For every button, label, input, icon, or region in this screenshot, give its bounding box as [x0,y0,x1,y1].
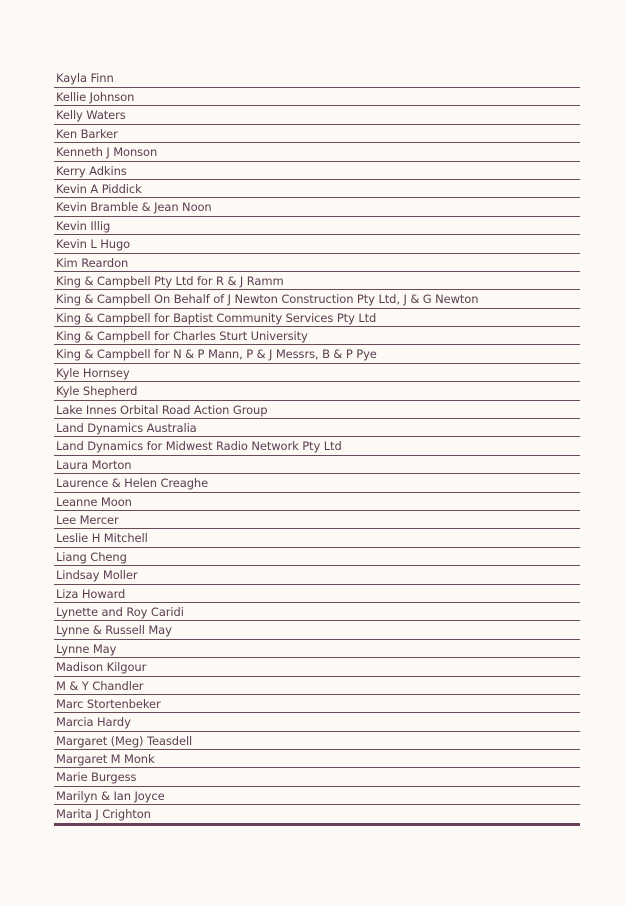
list-item: Kayla Finn [54,68,580,88]
list-item: M & Y Chandler [54,677,580,695]
list-item: King & Campbell for N & P Mann, P & J Messrs, B & P Pye [54,345,580,363]
list-item: Land Dynamics for Midwest Radio Network Pty Ltd [54,437,580,455]
list-item: Kyle Hornsey [54,364,580,382]
list-item: Kevin A Piddick [54,180,580,198]
list-item: Leanne Moon [54,493,580,511]
list-item: King & Campbell for Baptist Community Services Pty Ltd [54,309,580,327]
list-item: Kenneth J Monson [54,143,580,161]
list-item: Land Dynamics Australia [54,419,580,437]
list-item: Margaret (Meg) Teasdell [54,732,580,750]
list-item: King & Campbell for Charles Sturt University [54,327,580,345]
list-item: Lynette and Roy Caridi [54,603,580,621]
list-item: Marie Burgess [54,768,580,786]
list-item: Lindsay Moller [54,566,580,584]
list-item: Kevin Illig [54,217,580,235]
list-item: Leslie H Mitchell [54,529,580,547]
list-item: Laurence & Helen Creaghe [54,474,580,492]
list-item: King & Campbell On Behalf of J Newton Construction Pty Ltd, J & G Newton [54,290,580,308]
list-item: Laura Morton [54,456,580,474]
list-item: Kyle Shepherd [54,382,580,400]
list-item: Lynne & Russell May [54,621,580,639]
list-item: Kerry Adkins [54,162,580,180]
list-item: Kevin L Hugo [54,235,580,253]
list-item: Kevin Bramble & Jean Noon [54,198,580,216]
list-item: Lee Mercer [54,511,580,529]
list-item: King & Campbell Pty Ltd for R & J Ramm [54,272,580,290]
list-item: Margaret M Monk [54,750,580,768]
list-item: Kellie Johnson [54,88,580,106]
list-item: Liza Howard [54,585,580,603]
list-item: Marilyn & Ian Joyce [54,787,580,805]
list-item: Liang Cheng [54,548,580,566]
list-item: Marcia Hardy [54,713,580,731]
list-item: Kim Reardon [54,254,580,272]
submitter-name-list [54,68,580,826]
list-item: Lynne May [54,640,580,658]
list-item: Madison Kilgour [54,658,580,676]
list-item: Marc Stortenbeker [54,695,580,713]
list-item: Lake Innes Orbital Road Action Group [54,401,580,419]
list-item: Kelly Waters [54,106,580,124]
list-item: Marita J Crighton [54,805,580,826]
list-item: Ken Barker [54,125,580,143]
